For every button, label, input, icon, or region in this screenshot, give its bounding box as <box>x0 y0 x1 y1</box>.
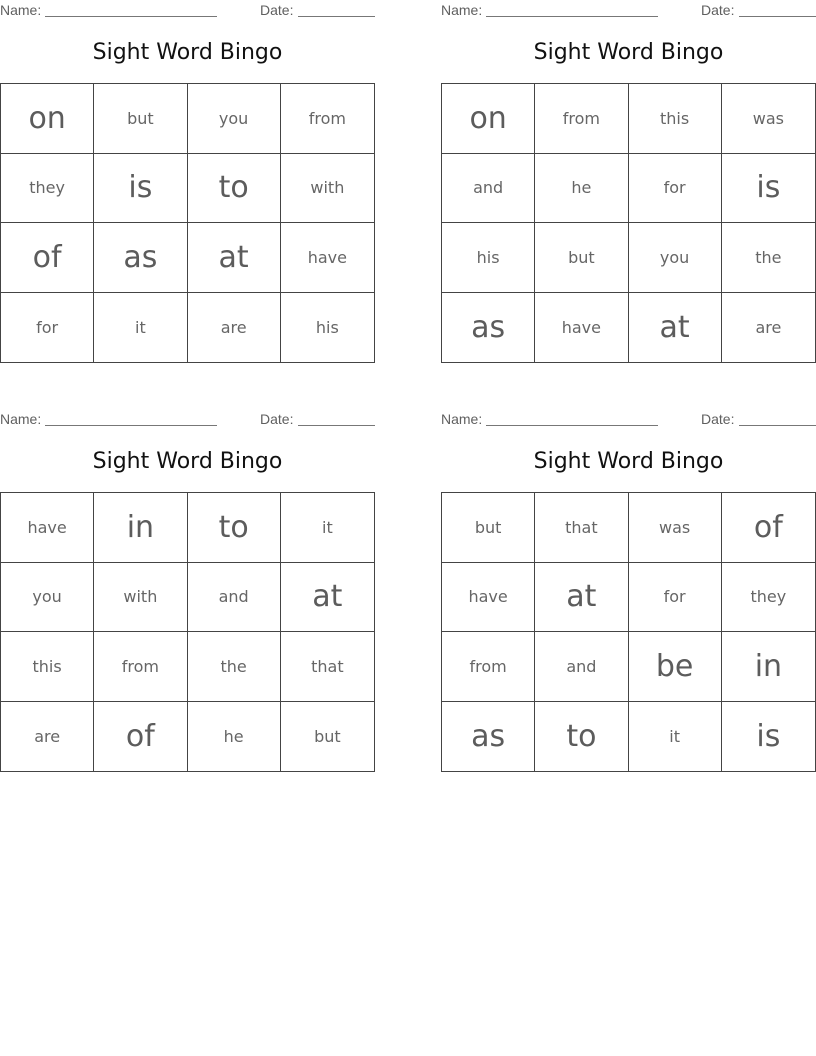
bingo-cell: from <box>535 84 628 154</box>
bingo-cell: but <box>314 726 341 746</box>
bingo-cell: it <box>94 293 187 363</box>
bingo-cell: have <box>1 493 94 563</box>
bingo-cell: you <box>629 223 722 293</box>
bingo-cell: have <box>281 223 374 293</box>
bingo-cell: they <box>722 563 815 633</box>
bingo-cell: for <box>629 563 722 633</box>
bingo-grid <box>0 83 375 363</box>
bingo-cell: on <box>1 84 94 154</box>
bingo-cell: at <box>281 563 374 633</box>
bingo-cell: he <box>188 702 281 772</box>
bingo-cell: as <box>94 223 187 293</box>
bingo-cell: was <box>722 84 815 154</box>
name-blank-line <box>486 16 658 17</box>
bingo-grid <box>441 492 816 772</box>
bingo-cell: are <box>1 702 94 772</box>
bingo-cell: the <box>722 223 815 293</box>
bingo-cell: his <box>315 317 339 337</box>
bingo-cell: but <box>442 493 535 563</box>
bingo-cell: was <box>629 493 722 563</box>
bingo-cell: to <box>535 702 628 772</box>
bingo-cell: that <box>535 493 628 563</box>
bingo-cell: of <box>722 493 815 563</box>
bingo-cell: you <box>1 563 94 633</box>
name-blank-line <box>45 425 217 426</box>
bingo-cell: and <box>188 563 281 633</box>
bingo-cell: in <box>722 632 815 702</box>
bingo-cell: from <box>281 84 374 154</box>
bingo-cell: of <box>1 223 94 293</box>
bingo-cell: for <box>629 154 722 224</box>
bingo-cell: with <box>94 563 187 633</box>
bingo-cell: are <box>755 317 782 337</box>
bingo-cell: have <box>535 293 628 363</box>
bingo-cell: but <box>535 223 628 293</box>
card-title: Sight Word Bingo <box>533 40 724 65</box>
bingo-cell: from <box>94 632 187 702</box>
date-blank-line <box>739 16 816 17</box>
bingo-cell: at <box>535 563 628 633</box>
bingo-cell: of <box>94 702 187 772</box>
bingo-cell: with <box>281 154 374 224</box>
name-label: Name: <box>441 2 483 18</box>
bingo-cell: is <box>722 154 815 224</box>
bingo-cell: is <box>94 154 187 224</box>
bingo-cell: it <box>281 493 374 563</box>
bingo-cell: on <box>442 84 535 154</box>
name-blank-line <box>486 425 658 426</box>
bingo-cell: to <box>188 493 281 563</box>
card-title: Sight Word Bingo <box>92 40 283 65</box>
bingo-cell: as <box>442 293 535 363</box>
name-label: Name: <box>441 411 483 427</box>
bingo-cell: at <box>188 223 281 293</box>
date-blank-line <box>298 425 375 426</box>
bingo-cell: his <box>442 223 535 293</box>
date-label: Date: <box>701 2 735 18</box>
date-label: Date: <box>260 2 294 18</box>
bingo-grid <box>441 83 816 363</box>
card-header <box>0 409 375 429</box>
card-title: Sight Word Bingo <box>92 449 283 474</box>
bingo-cell: but <box>94 84 187 154</box>
bingo-cell: to <box>188 154 281 224</box>
card-header <box>441 409 816 429</box>
card-header <box>441 0 816 20</box>
bingo-cell: they <box>1 154 94 224</box>
bingo-cell: have <box>442 563 535 633</box>
date-label: Date: <box>260 411 294 427</box>
bingo-cell: this <box>629 84 722 154</box>
bingo-cell: and <box>535 632 628 702</box>
bingo-cell: in <box>94 493 187 563</box>
bingo-cell: at <box>629 293 722 363</box>
name-label: Name: <box>0 411 42 427</box>
bingo-grid <box>0 492 375 772</box>
bingo-cell: that <box>281 632 374 702</box>
bingo-cell: this <box>1 632 94 702</box>
bingo-cell: be <box>629 632 722 702</box>
card-title: Sight Word Bingo <box>533 449 724 474</box>
bingo-cell: you <box>188 84 281 154</box>
name-blank-line <box>45 16 217 17</box>
bingo-cell: and <box>442 154 535 224</box>
date-blank-line <box>298 16 375 17</box>
bingo-cell: the <box>188 632 281 702</box>
name-label: Name: <box>0 2 42 18</box>
bingo-cell: for <box>1 293 94 363</box>
bingo-cell: is <box>756 718 781 754</box>
bingo-cell: he <box>535 154 628 224</box>
bingo-cell: are <box>188 293 281 363</box>
bingo-cell: as <box>442 702 535 772</box>
date-blank-line <box>739 425 816 426</box>
bingo-cell: it <box>629 702 722 772</box>
date-label: Date: <box>701 411 735 427</box>
card-header <box>0 0 375 20</box>
bingo-cell: from <box>442 632 535 702</box>
